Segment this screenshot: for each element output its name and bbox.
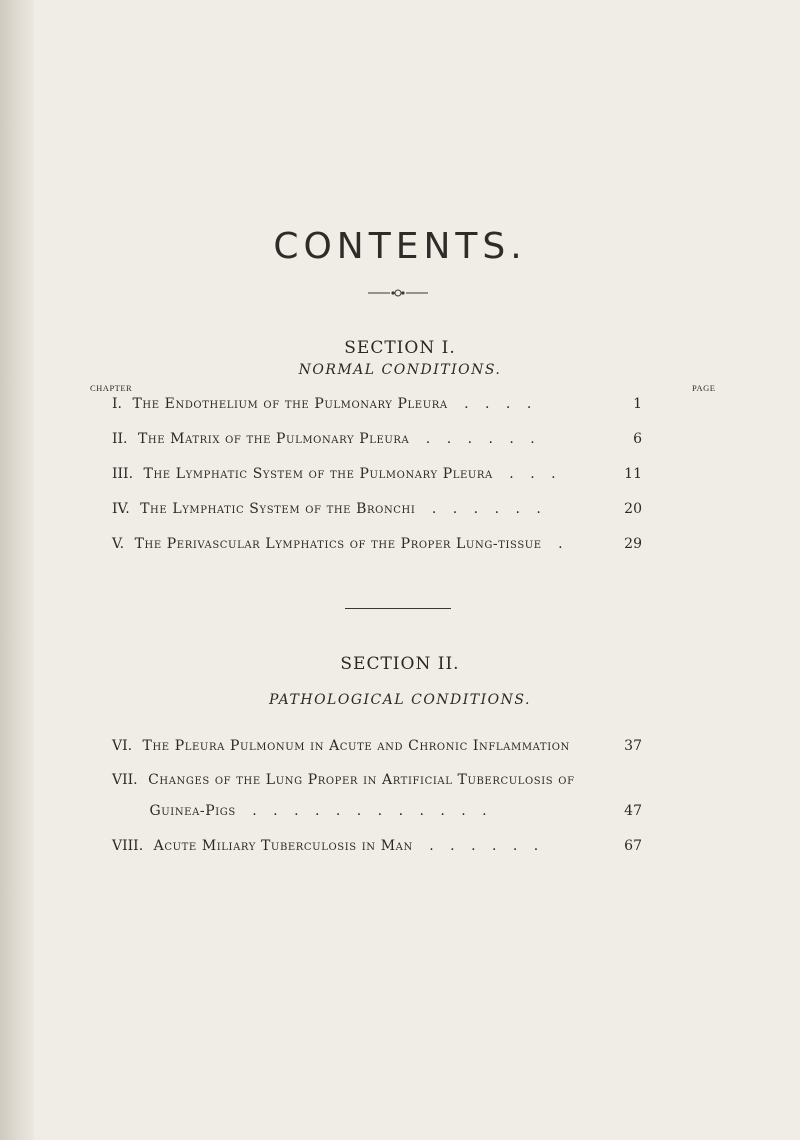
page-number: 20 [624,501,642,517]
page-edge-shadow [0,0,34,1140]
toc-entry[interactable] [112,536,642,558]
chapter-number: II. [112,431,128,447]
chapter-title: Guinea-Pigs [149,803,236,819]
toc-entry-continuation[interactable] [145,803,642,825]
toc-entry[interactable] [112,396,642,418]
page-number: 37 [624,738,642,754]
page-number: 47 [624,803,642,819]
section-1-subheading: NORMAL CONDITIONS. [298,362,502,378]
leader-dots: . . . . . . [429,838,545,854]
section-2-heading: SECTION II. [340,654,460,674]
chapter-title: The Lymphatic System of the Bronchi [140,501,416,517]
toc-entry[interactable] [112,431,642,453]
chapter-number: V. [112,536,125,552]
toc-entry[interactable] [112,772,642,794]
toc-entry[interactable] [112,501,642,523]
ornament-divider [368,288,428,298]
chapter-title: The Lymphatic System of the Pulmonary Pleura [143,466,493,482]
chapter-title: The Matrix of the Pulmonary Pleura [137,431,410,447]
leader-dots: . . . . . . [425,431,541,447]
page-number: 11 [624,466,642,482]
leader-dots: . . . . [464,396,538,412]
page-number: 6 [633,431,642,447]
chapter-number: IV. [112,501,130,517]
toc-entry[interactable] [112,738,642,760]
chapter-number: VIII. [112,838,144,854]
page-title: CONTENTS. [273,226,527,267]
leader-dots: . . . . . . . . . . . . [252,803,493,819]
chapter-number: III. [112,466,134,482]
section-1-heading: SECTION I. [344,338,456,358]
page-number: 29 [624,536,642,552]
chapter-number: I. [112,396,122,412]
chapter-title: The Perivascular Lymphatics of the Proper Lung-tissue [134,536,542,552]
chapter-number: VI. [112,738,133,754]
leader-dots: . [558,536,569,552]
page-number: 1 [633,396,642,412]
section-divider-rule [345,608,451,609]
chapter-title: Acute Miliary Tuberculosis in Man [153,838,413,854]
section-2-subheading: PATHOLOGICAL CONDITIONS. [269,692,531,708]
leader-dots: . . . [509,466,562,482]
leader-dots: . . . . . . [431,501,547,517]
page-number: 67 [624,838,642,854]
chapter-title: The Endothelium of the Pulmonary Pleura [132,396,448,412]
chapter-title: Changes of the Lung Proper in Artificial Tuberculosis of [148,772,575,788]
chapter-title: The Pleura Pulmonum in Acute and Chronic Inflammation [142,738,570,754]
toc-entry[interactable] [112,466,642,488]
chapter-column-header: CHAPTER [90,383,133,393]
chapter-number: VII. [112,772,138,788]
toc-entry[interactable] [112,838,642,860]
page-column-header: PAGE [692,383,716,393]
